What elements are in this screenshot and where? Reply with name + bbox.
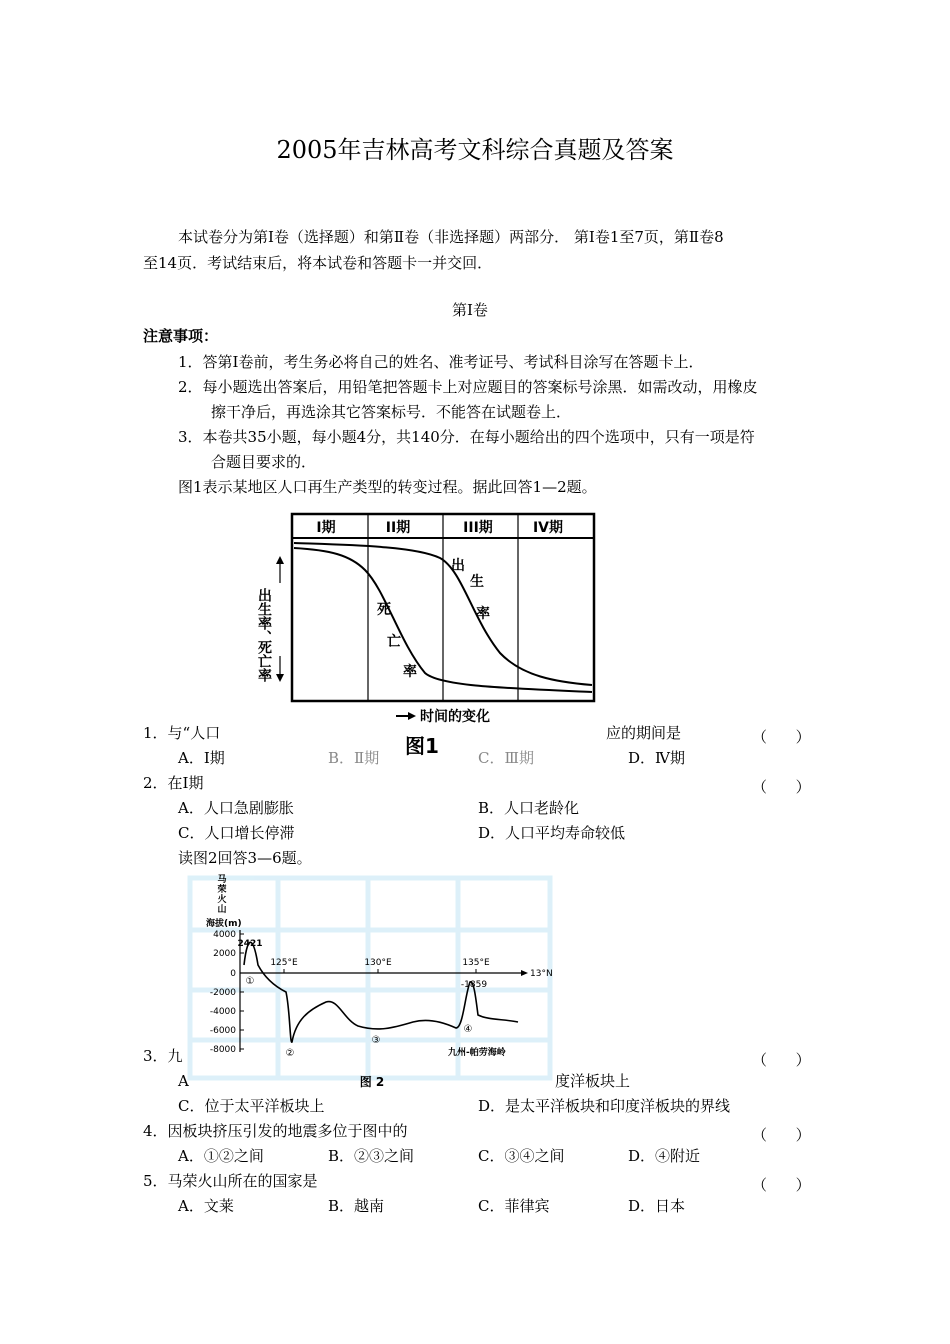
- y-tick-2000: 2000: [213, 949, 236, 959]
- question-2-option-a: A．人口急剧膨胀: [178, 799, 294, 817]
- intro-line-2: 至14页．考试结束后，将本试卷和答题卡一并交回．: [143, 254, 493, 272]
- y-label-lower: 死亡率: [256, 640, 272, 682]
- question-4-option-b: B．②③之间: [328, 1147, 415, 1165]
- question-1-answer-paren: （ ）: [752, 728, 811, 746]
- question-5-option-d: D．日本: [628, 1197, 686, 1215]
- question-3-option-c: C．位于太平洋板块上: [178, 1097, 325, 1115]
- document-title: 2005年吉林高考文科综合真题及答案: [276, 136, 674, 164]
- question-2: 2．在Ⅰ期: [143, 774, 204, 792]
- volcano-label-3: 火: [217, 895, 227, 905]
- figure-2-caption: 图 2: [359, 1075, 385, 1089]
- birth-label-2: 生: [470, 574, 484, 590]
- y-tick-4000: 4000: [213, 930, 236, 940]
- question-2-option-b: B．人口老龄化: [478, 799, 580, 817]
- figure-2: [178, 870, 568, 1095]
- section-title: 第Ⅰ卷: [452, 301, 488, 319]
- x-tick-125E: 125°E: [270, 958, 298, 968]
- volcano-label-2: 荣: [217, 885, 227, 895]
- figure-1-intro: 图1表示某地区人口再生产类型的转变过程。据此回答1—2题。: [178, 478, 597, 496]
- volcano-label-4: 山: [217, 905, 227, 915]
- y-tick-0: 0: [230, 969, 236, 979]
- question-4-option-a: A．①②之间: [178, 1147, 264, 1165]
- ridge-name-label: 九州-帕劳海岭: [448, 1048, 506, 1058]
- latitude-label: 13°N: [530, 969, 553, 979]
- ridge-elevation-label: -1859: [460, 980, 488, 990]
- y-tick-minus-2000: -2000: [209, 988, 236, 998]
- marker-2: ②: [285, 1048, 295, 1059]
- birth-label-3: 率: [476, 606, 490, 622]
- question-1-option-c: C．Ⅲ期: [478, 749, 534, 767]
- question-3-answer-paren: （ ）: [752, 1051, 811, 1069]
- note-2-line-1: 2．每小题选出答案后，用铅笔把答题卡上对应题目的答案标号涂黑．如需改动，用橡皮: [178, 378, 758, 396]
- x-axis-label: 时间的变化: [420, 709, 490, 725]
- figure-2-intro: 读图2回答3—6题。: [178, 849, 312, 867]
- question-1-option-a: A．Ⅰ期: [178, 749, 225, 767]
- question-3-option-d: D．是太平洋板块和印度洋板块的界线: [478, 1097, 731, 1115]
- y-tick-minus-8000: -8000: [209, 1045, 236, 1055]
- question-4-option-d: D．④附近: [628, 1147, 701, 1165]
- period-label-1: I期: [316, 520, 336, 536]
- question-1-option-b: B．Ⅱ期: [328, 749, 380, 767]
- birth-label-1: 出: [451, 558, 465, 574]
- question-1-option-d: D．Ⅳ期: [628, 749, 686, 767]
- peak-elevation-label: 2421: [237, 939, 263, 949]
- marker-1: ①: [245, 976, 255, 987]
- figure-1: [240, 508, 610, 758]
- question-1-left: 1．与“人口: [143, 724, 221, 742]
- question-3-option-a-left: A: [178, 1072, 189, 1090]
- marker-4: ④: [463, 1024, 473, 1035]
- x-tick-130E: 130°E: [364, 958, 392, 968]
- question-2-answer-paren: （ ）: [752, 778, 811, 796]
- question-1-right: 应的期间是: [606, 724, 682, 742]
- note-2-line-2: 擦干净后，再选涂其它答案标号．不能答在试题卷上．: [211, 403, 572, 421]
- marker-3: ③: [371, 1035, 381, 1046]
- question-3-option-b-right: 度洋板块上: [555, 1072, 631, 1090]
- notes-heading: 注意事项：: [143, 327, 219, 345]
- x-tick-135E: 135°E: [462, 958, 490, 968]
- death-label-2: 亡: [387, 634, 401, 650]
- question-5: 5．马荣火山所在的国家是: [143, 1172, 318, 1190]
- note-3-line-2: 合题目要求的．: [211, 453, 317, 471]
- y-tick-minus-6000: -6000: [209, 1026, 236, 1036]
- y-tick-minus-4000: -4000: [209, 1007, 236, 1017]
- question-5-option-c: C．菲律宾: [478, 1197, 550, 1215]
- death-label-3: 率: [403, 664, 417, 680]
- intro-line-1: 本试卷分为第Ⅰ卷（选择题）和第Ⅱ卷（非选择题）两部分． 第Ⅰ卷1至7页，第Ⅱ卷8: [178, 228, 724, 246]
- question-5-option-a: A．文莱: [178, 1197, 234, 1215]
- question-5-option-b: B．越南: [328, 1197, 385, 1215]
- note-3-line-1: 3．本卷共35小题，每小题4分，共140分．在每小题给出的四个选项中，只有一项是符: [178, 428, 755, 446]
- question-5-answer-paren: （ ）: [752, 1176, 811, 1194]
- figure-1-caption: 图1: [405, 734, 439, 758]
- volcano-label-1: 马: [217, 875, 227, 885]
- period-label-3: III期: [463, 520, 493, 536]
- question-4-answer-paren: （ ）: [752, 1126, 811, 1144]
- period-label-4: IV期: [532, 520, 564, 536]
- question-3-left: 3．九: [143, 1047, 183, 1065]
- y-axis-title: 海拔(m): [206, 919, 242, 929]
- question-2-option-d: D．人口平均寿命较低: [478, 824, 626, 842]
- question-4-option-c: C．③④之间: [478, 1147, 565, 1165]
- y-label-upper: 出生率、: [256, 588, 272, 644]
- death-label-1: 死: [377, 602, 391, 618]
- period-label-2: II期: [385, 520, 411, 536]
- question-2-option-c: C．人口增长停滞: [178, 824, 295, 842]
- note-1: 1．答第Ⅰ卷前，考生务必将自己的姓名、准考证号、考试科目涂写在答题卡上．: [178, 353, 704, 371]
- question-4: 4．因板块挤压引发的地震多位于图中的: [143, 1122, 408, 1140]
